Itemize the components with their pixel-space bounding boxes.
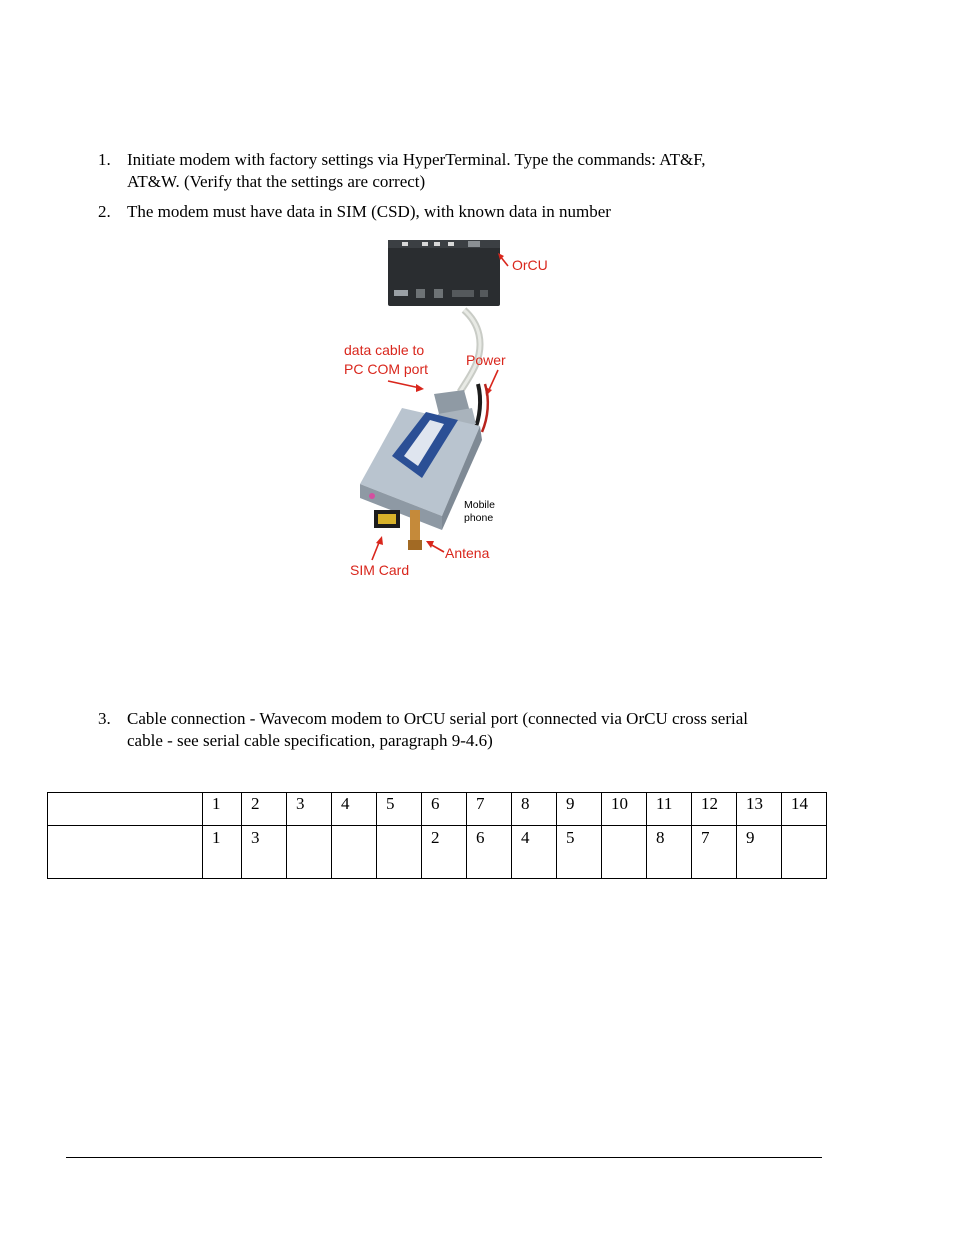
table-cell: 4 — [332, 793, 377, 826]
table-cell — [48, 793, 203, 826]
table-cell: 5 — [557, 826, 602, 879]
table-cell: 10 — [602, 793, 647, 826]
table-row — [48, 826, 827, 879]
wavecom-modem-image — [360, 408, 482, 550]
table-cell: 8 — [512, 793, 557, 826]
table-cell — [287, 826, 332, 879]
data-cable-label-line2: PC COM port — [344, 361, 429, 377]
table-cell: 5 — [377, 793, 422, 826]
modem-connection-figure — [330, 234, 570, 584]
table-cell: 7 — [467, 793, 512, 826]
antena-label: Antena — [445, 545, 490, 561]
data-cable-label-line1: data cable to — [344, 342, 425, 358]
table-cell: 6 — [422, 793, 467, 826]
table-cell: 7 — [692, 826, 737, 879]
table-cell: 14 — [782, 793, 827, 826]
table-cell — [332, 826, 377, 879]
table-cell: 12 — [692, 793, 737, 826]
pin-mapping-table — [47, 792, 827, 879]
orcu-label: OrCU — [512, 257, 548, 273]
mobile-phone-label-line2: phone — [464, 512, 494, 524]
table-cell — [602, 826, 647, 879]
table-cell: 1 — [203, 793, 242, 826]
step-number: 1. — [98, 150, 111, 169]
table-cell: 8 — [647, 826, 692, 879]
orcu-unit-image — [388, 240, 500, 306]
mobile-phone-label-line1: Mobile — [464, 499, 495, 511]
footer-divider — [66, 1157, 822, 1158]
table-cell — [782, 826, 827, 879]
table-cell: 3 — [242, 826, 287, 879]
table-row — [48, 793, 827, 826]
table-cell: 13 — [737, 793, 782, 826]
step-text: The modem must have data in SIM (CSD), with known data in number — [127, 202, 611, 221]
table-cell: 4 — [512, 826, 557, 879]
table-cell: 9 — [557, 793, 602, 826]
table-cell: 2 — [242, 793, 287, 826]
table-cell: 1 — [203, 826, 242, 879]
step-text: Initiate modem with factory settings via HyperTerminal. Type the commands: AT&F, AT&W. (Verify that the settings are correct) — [127, 150, 706, 191]
table-cell — [377, 826, 422, 879]
step-text: Cable connection - Wavecom modem to OrCU serial port (connected via OrCU cross serial cable - see serial cable specification, paragraph 9-4.6) — [127, 709, 748, 750]
power-label: Power — [466, 352, 506, 368]
table-cell: 9 — [737, 826, 782, 879]
table-cell: 11 — [647, 793, 692, 826]
table-cell: 2 — [422, 826, 467, 879]
step-number: 2. — [98, 202, 111, 221]
sim-card-label: SIM Card — [350, 562, 410, 578]
step-number: 3. — [98, 709, 111, 728]
table-cell — [48, 826, 203, 879]
table-cell: 6 — [467, 826, 512, 879]
table-cell: 3 — [287, 793, 332, 826]
